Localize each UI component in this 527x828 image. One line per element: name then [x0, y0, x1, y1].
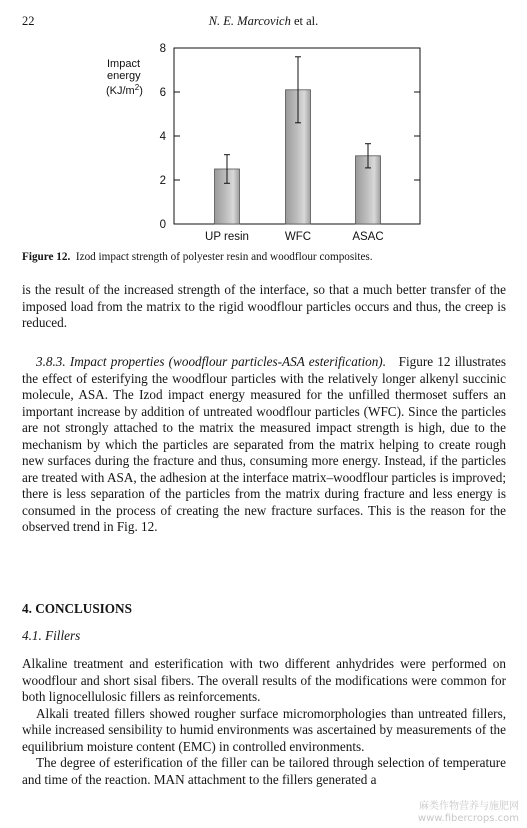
subsection-heading: 4.1. Fillers [22, 628, 81, 643]
body-paragraph-1 [22, 282, 506, 332]
paragraph-alkali: Alkali treated fillers showed rougher surface micromorphologies than untreated fillers, while increased sensibility to humid environments was ascertained by measurements of the equilibrium moisture content (EMC) in controlled environments. [22, 705, 506, 754]
y-tick-label: 0 [159, 219, 166, 231]
subsubsection-heading: 3.8.3. Impact properties (woodflour particles-ASA esterification). [36, 354, 386, 369]
y-tick-label: 4 [159, 131, 166, 143]
page-number: 22 [22, 14, 35, 28]
running-head-etal: et al. [290, 14, 319, 28]
y-tick-label: 2 [159, 175, 166, 187]
impact-strength-bar-chart [0, 36, 527, 250]
y-axis-label-line3: $(KJ/m^2)$ [106, 83, 143, 97]
figure-caption-text: Izod impact strength of polyester resin and woodflour composites. [75, 251, 373, 263]
y-tick-label: 6 [159, 87, 166, 99]
running-head [22, 14, 505, 29]
paragraph-creep: is the result of the increased strength of the interface, so that a much better transfer of the imposed load from the matrix to the rigid woodflour particles occurs and thus, the creep is reduced. [22, 282, 506, 330]
y-tick-label: 8 [159, 43, 166, 55]
watermark-line-1: 麻类作物营养与施肥网 [419, 801, 519, 812]
figure-caption [22, 250, 506, 264]
body-paragraph-2 [22, 354, 506, 536]
body-conclusions [22, 656, 506, 788]
paragraph-impact-properties [22, 354, 506, 536]
paragraph-treatments: Alkaline treatment and esterification with two different anhydrides were performed on woodflour and short sisal fibers. The overall results of the modifications were common for both lignocellulosic fillers as reinforcements. [22, 656, 506, 704]
running-head-authors: N. E. Marcovich [208, 14, 291, 28]
page-header [22, 14, 505, 30]
plot-area [106, 43, 420, 243]
section-heading: 4. CONCLUSIONS [22, 601, 132, 616]
watermark [418, 801, 519, 825]
y-axis-label-line2: energy [107, 70, 141, 82]
watermark-line-2: www.fibercrops.com [417, 813, 519, 824]
x-category-label: ASAC [352, 231, 384, 243]
paragraph-impact-text: Figure 12 illustrates the effect of esterifying the woodflour particles with the relatively longer alkenyl succinic molecule, ASA. The Izod impact energy measured for the unfilled thermoset suffers an important increase by addition of untreated woodflour particles (WFC). Since the particles are not strongly attached to the matrix the measured impact strength is high, due to the mechanism by which the particles are separated from the matrix helping to create rough new surfaces during the fracture and thus, consuming more energy. Instead, if the particles are treated with ASA, the adhesion at the interface matrix–woodflour particles is improved; there is less separation of the particles from the matrix during fracture and less energy is consumed in the process of creating the new fracture surfaces. This is the reason for the observed trend in Fig. 12. [22, 354, 506, 534]
x-category-label: UP resin [205, 231, 249, 243]
x-category-label: WFC [284, 231, 312, 243]
y-axis-label-line1: Impact [107, 58, 141, 70]
figure-caption-label: Figure 12. [22, 251, 71, 263]
paragraph-esterification: The degree of esterification of the filler can be tailored through selection of temperature and time of the reaction. MAN attachment to the fillers generated a [22, 755, 506, 787]
